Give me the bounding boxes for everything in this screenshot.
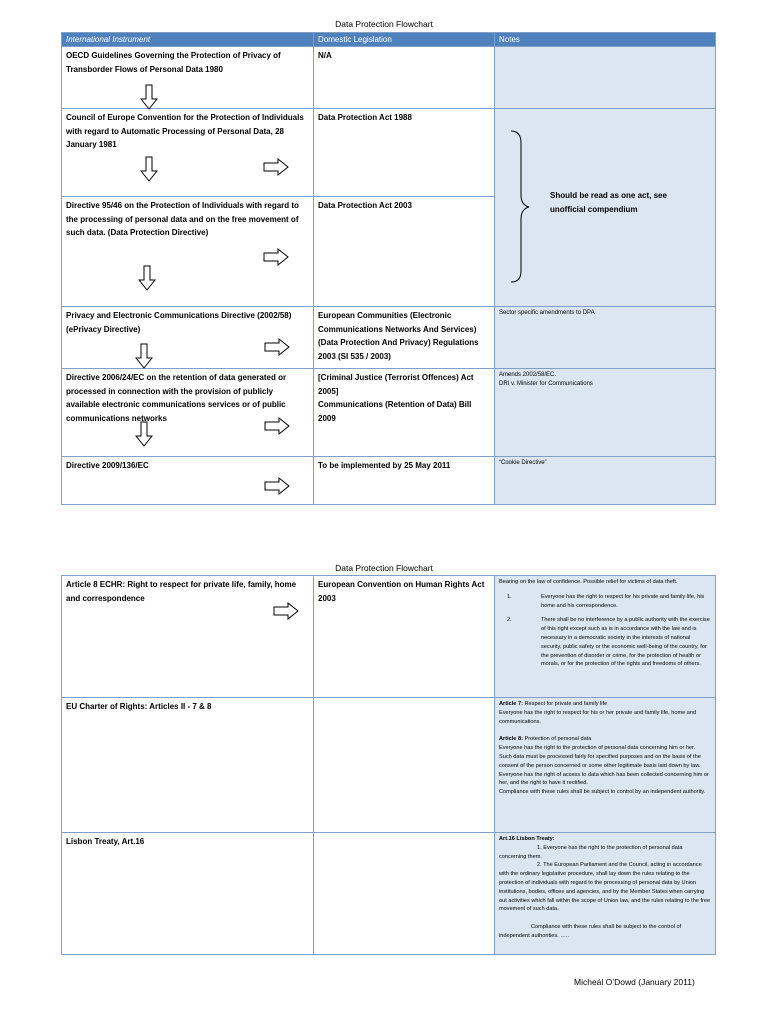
down-arrow-icon — [140, 84, 158, 110]
table-row — [62, 576, 716, 698]
list-item — [499, 616, 711, 669]
down-arrow-icon — [138, 265, 156, 291]
domestic-text: Data Protection Act 2003 — [318, 201, 412, 210]
merged-note-text: Should be read as one act, see unofficial compendium — [550, 191, 667, 214]
instrument-text: Article 8 ECHR: Right to respect for private life, family, home and correspondence — [66, 580, 297, 603]
article-8-body-3: Compliance with these rules shall be subject to control by an independent authority. — [499, 789, 706, 796]
instrument-cell — [62, 109, 314, 197]
notes-cell — [495, 307, 716, 369]
article-7-heading — [499, 700, 711, 709]
lisbon-para-3: Compliance with these rules shall be subject to the control of independent authorities. ….. — [499, 924, 682, 939]
table-row — [62, 307, 716, 369]
right-arrow-icon — [264, 338, 290, 356]
article-8-body-2: Such data must be processed fairly for specified purposes and on the basis of the consent of the person concerned or some other legitimate basis laid down by law. Everyone has the right of access to data which has been collected concerning him or her, and the right to have it rectified. — [499, 753, 709, 787]
header-notes: Notes — [495, 33, 716, 47]
notes-cell — [495, 47, 716, 109]
instrument-cell — [62, 47, 314, 109]
right-arrow-icon — [273, 602, 299, 620]
author-footer: Micheál O’Dowd (January 2011) — [574, 977, 695, 987]
list-text: Everyone has the right to respect for his private and family life, his home and his correspondence. — [541, 593, 705, 609]
domestic-cell — [314, 369, 495, 457]
instrument-text: Directive 2006/24/EC on the retention of data generated or processed in connection with the provision of publicly available electronic communications services or of public communications networks — [66, 373, 287, 423]
article-8-heading — [499, 735, 711, 744]
article-8-title: Protection of personal data — [522, 736, 592, 743]
instrument-text: Lisbon Treaty, Art.16 — [66, 837, 145, 846]
page-title-2: Data Protection Flowchart — [335, 563, 433, 573]
domestic-text: Data Protection Act 1988 — [318, 113, 412, 122]
notes-cell — [495, 833, 716, 955]
instrument-text: Privacy and Electronic Communications Directive (2002/58) (ePrivacy Directive) — [66, 311, 292, 334]
down-arrow-icon — [135, 343, 153, 369]
domestic-text: European Convention on Human Rights Act 2003 — [318, 580, 485, 603]
domestic-text: [Criminal Justice (Terrorist Offences) Act 2005] — [318, 373, 474, 396]
right-arrow-icon — [263, 248, 289, 266]
list-item — [499, 593, 711, 611]
flowchart-table-2 — [61, 575, 716, 955]
page-title-1: Data Protection Flowchart — [335, 19, 433, 29]
domestic-text: European Communities (Electronic Communications Networks And Services) (Data Protection And Privacy) Regulations 2003 (SI 535 / 2003) — [318, 311, 479, 361]
domestic-cell — [314, 698, 495, 833]
article-7-body: Everyone has the right to respect for his or her private and family life, home and communications. — [499, 709, 697, 725]
notes-text: Amends 2002/58/EC. — [499, 372, 557, 378]
notes-cell — [495, 698, 716, 833]
article-8-body-1: Everyone has the right to the protection of personal data concerning him or her. — [499, 745, 696, 752]
domestic-text: To be implemented by 25 May 2011 — [318, 461, 451, 470]
notes-text: Sector specific amendments to DPA — [499, 310, 595, 316]
list-text: There shall be no interference by a public authority with the exercise of this right except such as is in accordance with the law and is necessary in a democratic society in the interests of national security, public safety or the economic well-being of the country, for the prevention of disorder or crime, for the protection of health or morals, or for the protection of the rights and freedoms of others. — [541, 617, 710, 668]
domestic-text: N/A — [318, 51, 332, 60]
header-international-instrument: International Instrument — [62, 33, 314, 47]
table-row — [62, 47, 716, 109]
instrument-text: Directive 2009/136/EC — [66, 461, 149, 470]
right-arrow-icon — [264, 477, 290, 495]
notes-cell — [495, 369, 716, 457]
instrument-text: Directive 95/46 on the Protection of Individuals with regard to the processing of personal data and on the free movement of such data. (Data Protection Directive) — [66, 201, 299, 237]
table-row — [62, 833, 716, 955]
lisbon-para-1: 1. Everyone has the right to the protection of personal data concerning them. — [499, 844, 683, 860]
table-row — [62, 109, 716, 197]
instrument-text: OECD Guidelines Governing the Protection of Privacy of Transborder Flows of Personal Data 1980 — [66, 51, 281, 74]
notes-cell — [495, 457, 716, 505]
domestic-text-2: Communications (Retention of Data) Bill 2009 — [318, 400, 472, 423]
domestic-cell — [314, 457, 495, 505]
article-7-label: Article 7: — [499, 701, 523, 707]
flowchart-table-1 — [61, 32, 716, 505]
domestic-cell — [314, 307, 495, 369]
instrument-cell — [62, 833, 314, 955]
right-arrow-icon — [263, 158, 289, 176]
domestic-cell — [314, 47, 495, 109]
curly-brace-icon — [509, 129, 531, 284]
domestic-cell — [314, 197, 495, 307]
down-arrow-icon — [140, 156, 158, 182]
domestic-cell — [314, 576, 495, 698]
table-row — [62, 698, 716, 833]
instrument-cell — [62, 457, 314, 505]
instrument-text: Council of Europe Convention for the Protection of Individuals with regard to Automatic Processing of Personal Data, 28 January 1981 — [66, 113, 304, 149]
lisbon-para-2: 2. The European Parliament and the Council, acting in accordance with the ordinary legislative procedure, shall lay down the rules relating to the protection of individuals with regard to the processing of personal data by Union institutions, bodies, offices and agencies, and by the Member States when carrying out activities which fall within the scope of Union law, and the rules relating to the free movement of such data. — [499, 862, 711, 913]
domestic-cell — [314, 109, 495, 197]
table-row — [62, 369, 716, 457]
header-domestic-legislation: Domestic Legislation — [314, 33, 495, 47]
instrument-text: EU Charter of Rights: Articles II - 7 & 8 — [66, 702, 212, 711]
domestic-cell — [314, 833, 495, 955]
instrument-cell — [62, 307, 314, 369]
instrument-cell — [62, 576, 314, 698]
article-7-title: Respect for private and family life — [522, 701, 608, 707]
down-arrow-icon — [135, 421, 153, 447]
notes-text-2: DRI v. Minister for Communications — [499, 381, 593, 387]
right-arrow-icon — [264, 417, 290, 435]
list-number: 2. — [507, 617, 512, 624]
instrument-cell — [62, 197, 314, 307]
lisbon-heading: Art.16 Lisbon Treaty: — [499, 836, 555, 842]
notes-intro: Bearing on the law of confidence. Possible relief for victims of data theft. — [499, 579, 678, 585]
instrument-cell — [62, 698, 314, 833]
article-8-label: Article 8: — [499, 736, 523, 743]
list-number: 1. — [507, 593, 512, 600]
notes-text: “Cookie Directive” — [499, 460, 547, 466]
table-header-row — [62, 33, 716, 47]
notes-cell-merged — [495, 109, 716, 307]
notes-cell — [495, 576, 716, 698]
table-row — [62, 457, 716, 505]
instrument-cell — [62, 369, 314, 457]
